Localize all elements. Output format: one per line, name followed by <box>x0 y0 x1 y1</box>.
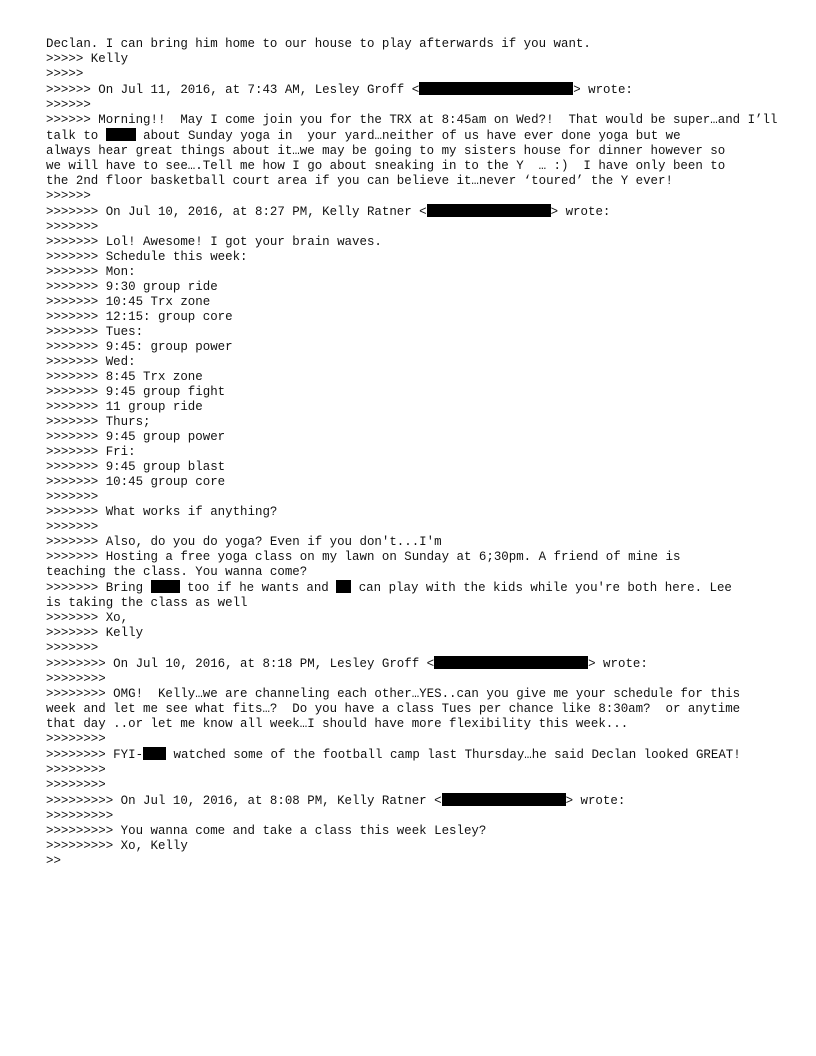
text-line: we will have to see….Tell me how I go about sneaking in to the Y … :) I have only been to <box>46 159 726 173</box>
text-line: >>>>>>> What works if anything? <box>46 505 278 519</box>
text-segment: >>>>>> Morning!! May I come join you for the TRX at 8:45am on Wed?! That would be super…and I’ll talk to <box>46 113 785 143</box>
text-line: >>>>>> <box>46 189 91 203</box>
text-line: the 2nd floor basketball court area if you can believe it…never ‘toured’ the Y ever! <box>46 174 673 188</box>
text-line: >> <box>46 854 61 868</box>
text-line: >>>>>>> Fri: <box>46 445 136 459</box>
text-line: >>>>>>> 9:45 group power <box>46 430 226 444</box>
text-line: >>>>>>>>> You wanna come and take a class this week Lesley? <box>46 824 487 838</box>
text-line: >>>>>>> 9:45 group fight <box>46 385 226 399</box>
reply-header-line <box>46 656 786 672</box>
text-line: >>>>>>> 10:45 group core <box>46 475 226 489</box>
text-line: >>>>>>>>> <box>46 809 114 823</box>
redacted-name <box>106 128 136 141</box>
redacted-email <box>427 204 551 217</box>
text-line: >>>>>>> 9:45 group blast <box>46 460 226 474</box>
redacted-email <box>419 82 573 95</box>
text-segment: watched some of the football camp last Thursday…he said Declan looked GREAT! <box>166 748 741 762</box>
text-line: >>>>>>> Thurs; <box>46 415 151 429</box>
text-line: week and let me see what fits…? Do you have a class Tues per chance like 8:30am? or anytime <box>46 702 741 716</box>
text-line: >>>>>>>> OMG! Kelly…we are channeling each other…YES..can you give me your schedule for this <box>46 687 741 701</box>
text-line: is taking the class as well <box>46 596 248 610</box>
text-line: >>>>>>> Also, do you do yoga? Even if you don't...I'm <box>46 535 442 549</box>
text-line: >>>>>>> <box>46 520 99 534</box>
text-line <box>46 580 786 596</box>
text-line: >>>>>>> 9:30 group ride <box>46 280 218 294</box>
text-line: >>>>>>> Xo, <box>46 611 129 625</box>
text-line <box>46 747 786 763</box>
wrote-text: > wrote: <box>550 205 611 219</box>
redacted-name <box>143 747 166 760</box>
reply-header-text: >>>>>>>> On Jul 10, 2016, at 8:18 PM, Lesley Groff < <box>46 657 435 671</box>
reply-header-line <box>46 82 786 98</box>
text-line: >>>>>>>> <box>46 763 106 777</box>
wrote-text: > wrote: <box>565 794 626 808</box>
text-line: teaching the class. You wanna come? <box>46 565 308 579</box>
text-line: >>>>>>>> <box>46 732 106 746</box>
text-line: >>>>>>> Lol! Awesome! I got your brain waves. <box>46 235 382 249</box>
text-segment: >>>>>>> Bring <box>46 581 151 595</box>
text-line: >>>>>>> Kelly <box>46 626 144 640</box>
text-line: Declan. I can bring him home to our house to play afterwards if you want. <box>46 37 591 51</box>
text-line: always hear great things about it…we may be going to my sisters house for dinner however so <box>46 144 726 158</box>
reply-header-text: >>>>>>>>> On Jul 10, 2016, at 8:08 PM, Kelly Ratner < <box>46 794 442 808</box>
text-line: >>>>>>> Hosting a free yoga class on my lawn on Sunday at 6;30pm. A friend of mine is <box>46 550 681 564</box>
text-line: >>>>> <box>46 67 84 81</box>
text-line: >>>>>>> Tues: <box>46 325 144 339</box>
text-line: >>>>>>> <box>46 490 99 504</box>
text-line: >>>>>>> <box>46 641 99 655</box>
text-line: >>>>> Kelly <box>46 52 129 66</box>
text-segment: can play with the kids while you're both here. Lee <box>351 581 732 595</box>
redacted-email <box>442 793 566 806</box>
text-segment: about Sunday yoga in your yard…neither of us have ever done yoga but we <box>135 129 681 143</box>
text-line: >>>>>>> 9:45: group power <box>46 340 233 354</box>
redacted-email <box>434 656 588 669</box>
reply-header-line <box>46 204 786 220</box>
text-line: >>>>>>> 8:45 Trx zone <box>46 370 203 384</box>
text-line: >>>>>>>> <box>46 778 106 792</box>
text-line: >>>>>>>>> Xo, Kelly <box>46 839 188 853</box>
text-line: >>>>>>> Wed: <box>46 355 136 369</box>
text-line: that day ..or let me know all week…I should have more flexibility this week... <box>46 717 629 731</box>
wrote-text: > wrote: <box>573 83 633 97</box>
text-line: >>>>>> <box>46 98 91 112</box>
reply-header-text: >>>>>>> On Jul 10, 2016, at 8:27 PM, Kelly Ratner < <box>46 205 427 219</box>
text-line: >>>>>>> <box>46 220 99 234</box>
redacted-name <box>336 580 351 593</box>
text-line: >>>>>>> Schedule this week: <box>46 250 248 264</box>
text-line: >>>>>>> 11 group ride <box>46 400 203 414</box>
email-thread <box>46 37 786 869</box>
text-segment: >>>>>>>> FYI- <box>46 748 144 762</box>
text-line: >>>>>>> 10:45 Trx zone <box>46 295 211 309</box>
text-line: >>>>>>> 12:15: group core <box>46 310 233 324</box>
text-segment: too if he wants and <box>179 581 337 595</box>
text-line <box>46 113 786 144</box>
wrote-text: > wrote: <box>588 657 648 671</box>
redacted-name <box>151 580 180 593</box>
reply-header-text: >>>>>> On Jul 11, 2016, at 7:43 AM, Lesley Groff < <box>46 83 420 97</box>
text-line: >>>>>>>> <box>46 672 106 686</box>
reply-header-line <box>46 793 786 809</box>
text-line: >>>>>>> Mon: <box>46 265 136 279</box>
